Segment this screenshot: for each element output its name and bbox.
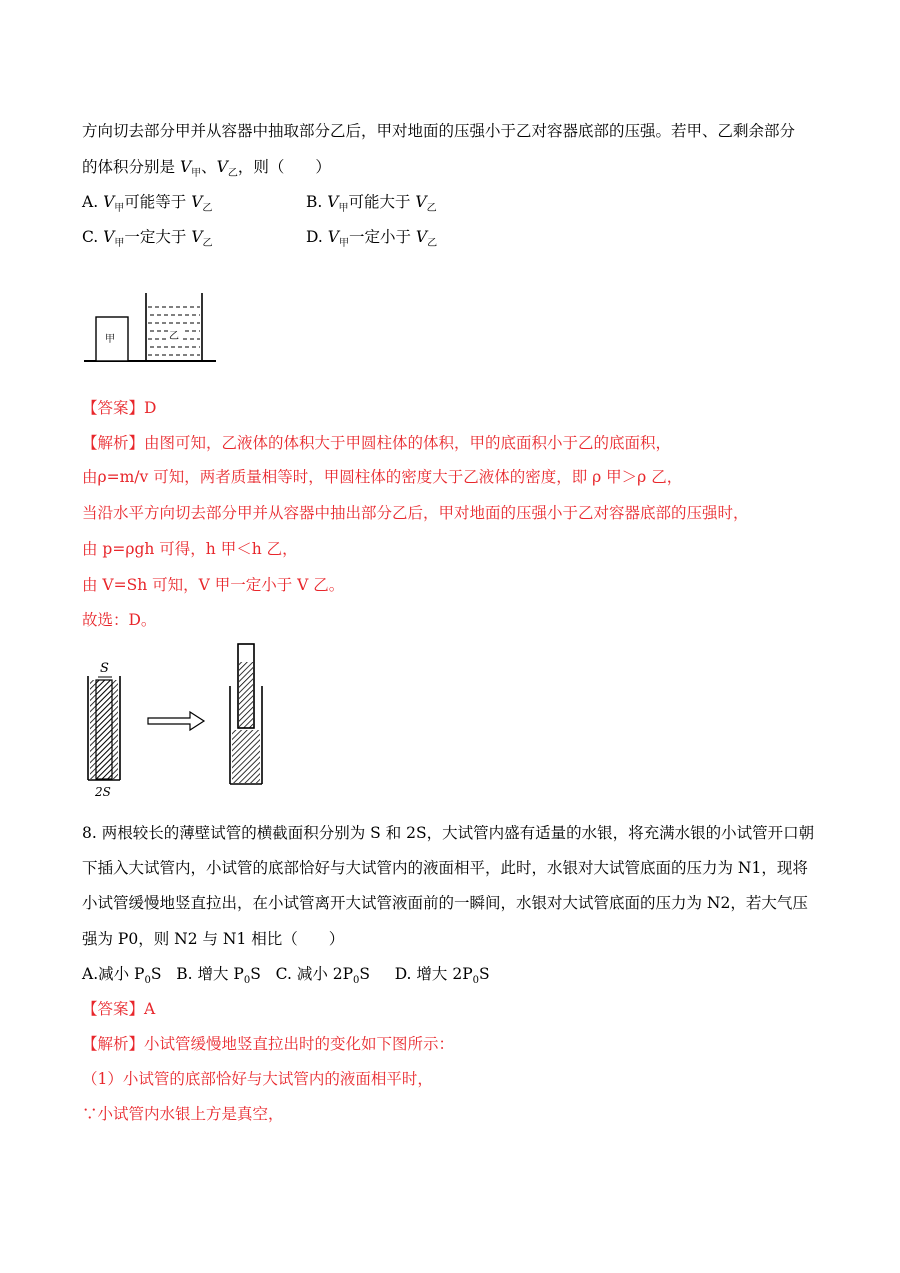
q7-option-c: C. $V_甲$一定大于 $V_乙$ [82,228,213,250]
q7-stem-line2 [82,157,331,184]
q7-analysis-line5: 由 V=Sh 可知，V 甲一定小于 V 乙。 [82,576,345,594]
q8-options [82,964,490,991]
q7-stem-text: 的体积分别是 [82,158,180,176]
q7-options-row1 [82,192,437,219]
label-jia: 甲 [105,334,115,345]
q8-option-a: A.减小 $P_0S$ [82,965,162,987]
figure-test-tubes [82,640,282,800]
q8-stem-line2: 下插入大试管内，小试管的底部恰好与大试管内的液面相平，此时，水银对大试管底面的压力为 N1，现将 [82,859,808,877]
label-yi: 乙 [169,331,179,342]
q8-answer: 【答案】A [82,1000,156,1018]
var-v: V [216,158,228,176]
q8-option-b: B. 增大 $P_0S$ [176,965,261,987]
q8-option-c: C. 减小 $2P_0S$ [275,965,371,987]
sub-yi: 乙 [227,168,238,180]
q7-analysis-line6: 故选：D。 [82,611,157,629]
q8-analysis-line2: （1）小试管的底部恰好与大试管内的液面相平时， [82,1070,433,1088]
q7-stem-line1: 方向切去部分甲并从容器中抽取部分乙后，甲对地面的压强小于乙对容器底部的压强。若甲、乙剩余部分 [82,122,796,140]
q7-analysis-line4: 由 p=ρgh 可得，h 甲＜h 乙， [82,540,298,558]
q8-option-d: D. 增大 $2P_0S$ [394,965,490,987]
q7-answer: 【答案】D [82,399,157,417]
q7-analysis-line2: 由ρ=m/v 可知，两者质量相等时，甲圆柱体的密度大于乙液体的密度，即 ρ 甲＞ρ 乙， [82,468,683,486]
q8-analysis-line3: ∵小试管内水银上方是真空， [82,1105,284,1123]
label-2s: 2S [95,785,111,799]
q7-options-row2 [82,227,438,254]
figure-block-and-container [80,285,220,365]
q8-stem-line3: 小试管缓慢地竖直拉出，在小试管离开大试管液面前的一瞬间，水银对大试管底面的压力为 N2，若大气压 [82,894,808,912]
separator: 、 [201,158,217,176]
q7-option-d: D. $V_甲$一定小于 $V_乙$ [306,228,438,250]
label-s: S [100,661,109,676]
q7-option-b: B. $V_甲$可能大于 $V_乙$ [306,193,437,215]
sub-jia: 甲 [191,168,202,180]
q8-analysis-line1: 【解析】小试管缓慢地竖直拉出时的变化如下图所示： [82,1035,455,1053]
arrow-icon [148,712,204,730]
q7-stem-tail: ，则（ ） [237,158,331,176]
var-v: V [179,158,192,176]
q8-stem-line1: 8. 两根较长的薄壁试管的横截面积分别为 S 和 2S，大试管内盛有适量的水银，将充满水银的小试管开口朝 [82,824,815,842]
q7-analysis-line1: 【解析】由图可知，乙液体的体积大于甲圆柱体的体积，甲的底面积小于乙的底面积， [82,434,672,452]
q8-stem-line4: 强为 P0，则 N2 与 N1 相比（ ） [82,930,345,948]
q7-option-a: A. $V_甲$可能等于 $V_乙$ [82,193,213,215]
q7-analysis-line3: 当沿水平方向切去部分甲并从容器中抽出部分乙后，甲对地面的压强小于乙对容器底部的压强时， [82,504,749,522]
